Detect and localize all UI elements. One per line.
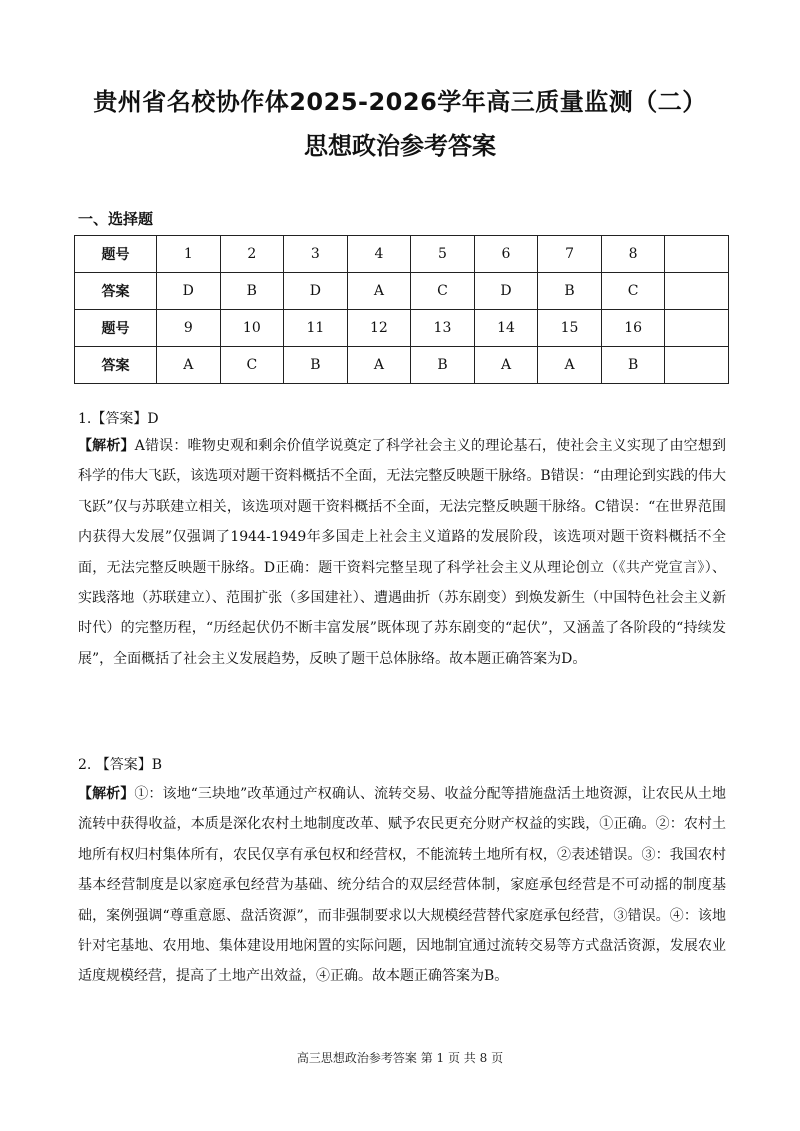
q1-explanation-label: 【解析】 xyxy=(78,438,135,454)
answer-table-cell: 15 xyxy=(538,310,602,347)
answer-table-cell: 10 xyxy=(220,310,284,347)
answer-table-cell: A xyxy=(474,347,538,384)
answer-table-row-header: 答案 xyxy=(75,347,157,384)
answer-table-row-header: 题号 xyxy=(75,310,157,347)
page-footer: 高三思想政治参考答案 第 1 页 共 8 页 xyxy=(296,1051,504,1065)
answer-table-cell: D xyxy=(157,273,221,310)
answer-table-row xyxy=(75,236,729,273)
answer-table-cell xyxy=(665,347,729,384)
answer-table-cell: A xyxy=(157,347,221,384)
answer-table-row xyxy=(75,273,729,310)
answer-table-cell: A xyxy=(347,273,411,310)
document-title: 贵州省名校协作体2025-2026学年高三质量监测（二） xyxy=(93,88,707,116)
answer-table-cell: A xyxy=(347,347,411,384)
q2-explanation-label: 【解析】 xyxy=(78,786,135,802)
answer-table-cell: 8 xyxy=(601,236,665,273)
answer-table-cell: 9 xyxy=(157,310,221,347)
answer-table-cell: D xyxy=(284,273,348,310)
answer-table-cell xyxy=(665,310,729,347)
answer-table-cell: C xyxy=(411,273,475,310)
answer-table-cell: C xyxy=(601,273,665,310)
q1-answer-header: 1.【答案】D xyxy=(78,411,159,427)
answer-table-cell: 4 xyxy=(347,236,411,273)
q2-explanation-text: ①：该地“三块地”改革通过产权确认、流转交易、收益分配等措施盘活土地资源，让农民从土地流转中获得收益，本质是深化农村土地制度改革、赋予农民更充分财产权益的实践，①正确。②：农村土地所有权归村集体所有，农民仅享有承包权和经营权，不能流转土地所有权，②表述错误。③：我国农村基本经营制度是以家庭承包经营为基础、统分结合的双层经营体制，家庭承包经营是不可动摇的制度基础，案例强调“尊重意愿、盘活资源”，而非强制要求以大规模经营替代家庭承包经营，③错误。④：该地针对宅基地、农用地、集体建设用地闲置的实际问题，因地制宜通过流转交易等方式盘活资源，发展农业适度规模经营，提高了土地产出效益，④正确。故本题正确答案为B。 xyxy=(78,786,727,985)
section-heading-multiple-choice: 一、选择题 xyxy=(78,210,154,228)
answer-table-row xyxy=(75,310,729,347)
answer-table-row xyxy=(75,347,729,384)
answer-table-cell: 5 xyxy=(411,236,475,273)
answer-table-cell xyxy=(665,236,729,273)
answer-table-cell xyxy=(665,273,729,310)
answer-table-cell: 7 xyxy=(538,236,602,273)
answer-table-row-header: 题号 xyxy=(75,236,157,273)
answer-table-cell: D xyxy=(474,273,538,310)
answer-table-cell: B xyxy=(601,347,665,384)
q2-explanation xyxy=(78,779,726,992)
answer-table-cell: 6 xyxy=(474,236,538,273)
answer-table-cell: 12 xyxy=(347,310,411,347)
answer-table-cell: 3 xyxy=(284,236,348,273)
answer-table-cell: B xyxy=(220,273,284,310)
q1-explanation xyxy=(78,431,726,674)
answer-table-cell: B xyxy=(538,273,602,310)
answer-table-cell: B xyxy=(411,347,475,384)
answer-table-cell: 1 xyxy=(157,236,221,273)
q1-explanation-text: A错误：唯物史观和剩余价值学说奠定了科学社会主义的理论基石，使社会主义实现了由空想到科学的伟大飞跃，该选项对题干资料概括不全面，无法完整反映题干脉络。B错误：“由理论到实践的伟大飞跃”仅与苏联建立相关，该选项对题干资料概括不全面，无法完整反映题干脉络。C错误：“在世界范围内获得大发展”仅强调了1944-1949年多国走上社会主义道路的发展阶段，该选项对题干资料概括不全面，无法完整反映题干脉络。D正确：题干资料完整呈现了科学社会主义从理论创立（《共产党宣言》）、实践落地（苏联建立）、范围扩张（多国建社）、遭遇曲折（苏东剧变）到焕发新生（中国特色社会主义新时代）的完整历程，“历经起伏仍不断丰富发展”既体现了苏东剧变的“起伏”，又涵盖了各阶段的“持续发展”，全面概括了社会主义发展趋势，反映了题干总体脉络。故本题正确答案为D。 xyxy=(78,438,727,667)
answer-table-cell: C xyxy=(220,347,284,384)
answer-table xyxy=(74,235,729,384)
answer-table-cell: 13 xyxy=(411,310,475,347)
answer-table-cell: A xyxy=(538,347,602,384)
q2-answer-header: 2. 【答案】B xyxy=(78,757,163,773)
answer-table-row-header: 答案 xyxy=(75,273,157,310)
answer-table-cell: 14 xyxy=(474,310,538,347)
answer-table-cell: B xyxy=(284,347,348,384)
answer-table-cell: 2 xyxy=(220,236,284,273)
answer-table-cell: 16 xyxy=(601,310,665,347)
answer-table-cell: 11 xyxy=(284,310,348,347)
document-subtitle: 思想政治参考答案 xyxy=(304,132,496,160)
